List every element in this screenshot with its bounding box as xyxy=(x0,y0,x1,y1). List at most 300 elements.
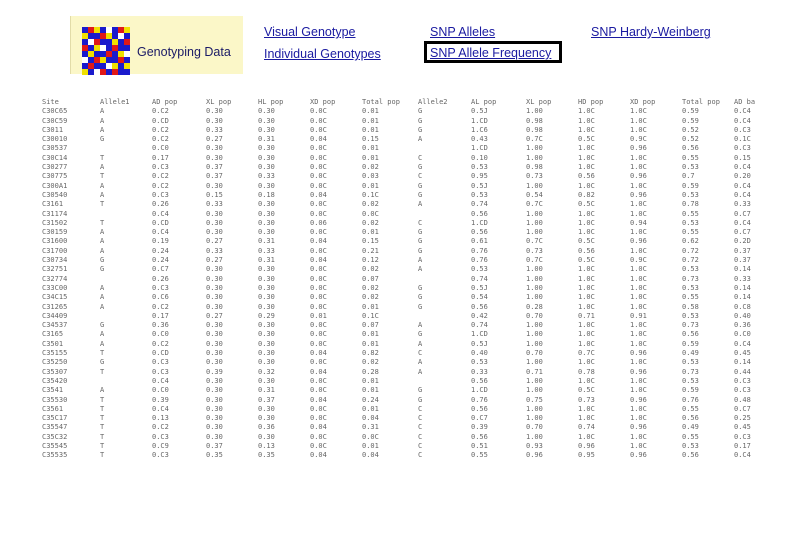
table-row xyxy=(42,414,772,423)
table-cell: 0.59 xyxy=(682,339,699,348)
table-cell: A xyxy=(418,265,423,274)
table-row xyxy=(42,126,772,135)
table-cell: 0.30 xyxy=(258,358,275,367)
table-cell: 0.72 xyxy=(682,246,699,255)
table-cell: 0.02 xyxy=(362,163,379,172)
table-row xyxy=(42,256,772,265)
column-header: HL pop xyxy=(258,98,284,106)
table-cell: 0.30 xyxy=(206,302,223,311)
table-cell: 0.0C xyxy=(310,107,327,116)
site-cell: C3541 xyxy=(42,386,64,395)
table-cell: 0.56 xyxy=(471,404,488,413)
table-cell: T xyxy=(100,414,105,423)
table-row xyxy=(42,144,772,153)
table-cell: C xyxy=(418,414,423,423)
table-cell: 0.96 xyxy=(630,451,647,460)
table-cell: A xyxy=(100,237,105,246)
table-cell: 0.58 xyxy=(682,302,699,311)
table-cell: 0.59 xyxy=(682,181,699,190)
table-cell: C xyxy=(418,432,423,441)
table-cell: 0.02 xyxy=(362,200,379,209)
table-cell: 1.0C xyxy=(630,321,647,330)
table-cell: 0.55 xyxy=(682,293,699,302)
site-cell: C34C15 xyxy=(42,293,68,302)
table-cell: 1.0C xyxy=(578,125,595,134)
table-cell: 0.7C xyxy=(578,349,595,358)
nav-snp-alleles[interactable]: SNP Alleles xyxy=(430,25,496,39)
table-cell: 1.0C xyxy=(578,107,595,116)
table-cell: G xyxy=(418,386,423,395)
table-cell: 0.30 xyxy=(206,423,223,432)
site-cell: C30277 xyxy=(42,163,68,172)
table-row xyxy=(42,247,772,256)
table-cell: 0.30 xyxy=(206,209,223,218)
table-cell: 0.0C xyxy=(310,172,327,181)
table-cell: 0.30 xyxy=(258,107,275,116)
table-cell: 0.0C xyxy=(310,432,327,441)
table-cell: 0.53 xyxy=(682,163,699,172)
table-cell: 0.19 xyxy=(152,237,169,246)
table-cell: 0.C2 xyxy=(152,302,169,311)
table-cell: 0.55 xyxy=(471,451,488,460)
table-cell: C xyxy=(418,172,423,181)
table-cell: 0.52 xyxy=(682,125,699,134)
table-cell: 1.00 xyxy=(526,107,543,116)
table-cell: A xyxy=(100,246,105,255)
table-cell: 0.01 xyxy=(362,116,379,125)
table-row xyxy=(42,172,772,181)
table-cell: 0.55 xyxy=(682,432,699,441)
table-cell: 0.30 xyxy=(206,218,223,227)
table-cell: 0.30 xyxy=(206,358,223,367)
table-cell: 0.30 xyxy=(206,116,223,125)
table-cell: 0.24 xyxy=(362,395,379,404)
table-cell: 0.53 xyxy=(682,218,699,227)
table-cell: 0.14 xyxy=(734,283,751,292)
table-cell: 1.0C xyxy=(630,404,647,413)
table-cell: 0.30 xyxy=(258,404,275,413)
table-cell: 1.CD xyxy=(471,386,488,395)
table-cell: 0.C7 xyxy=(734,209,751,218)
table-row xyxy=(42,237,772,246)
table-cell: 0.C2 xyxy=(152,107,169,116)
table-cell: 0.62 xyxy=(682,237,699,246)
table-cell: 0.53 xyxy=(682,376,699,385)
table-cell: 0.04 xyxy=(310,256,327,265)
table-cell: G xyxy=(418,116,423,125)
table-cell: 0.56 xyxy=(471,432,488,441)
table-cell: A xyxy=(100,302,105,311)
table-cell: 0.30 xyxy=(206,404,223,413)
column-header: XD pop xyxy=(310,98,336,106)
table-cell: 0.C3 xyxy=(734,432,751,441)
table-cell: 1.0C xyxy=(630,116,647,125)
table-cell: 0.96 xyxy=(630,395,647,404)
table-cell: 0.31 xyxy=(258,256,275,265)
table-cell: 1.CD xyxy=(471,144,488,153)
table-cell: T xyxy=(100,200,105,209)
table-cell: 1.0C xyxy=(578,144,595,153)
table-cell: 0.30 xyxy=(258,209,275,218)
table-cell: 0.55 xyxy=(682,209,699,218)
table-cell: 0.C8 xyxy=(734,302,751,311)
table-cell: 0.7C xyxy=(526,237,543,246)
table-cell: 0.5J xyxy=(471,283,488,292)
table-cell: A xyxy=(100,330,105,339)
table-cell: 0.30 xyxy=(258,116,275,125)
table-cell: 0.30 xyxy=(258,218,275,227)
table-cell: 0.C4 xyxy=(734,451,751,460)
table-cell: 0.30 xyxy=(206,376,223,385)
table-cell: 0.C9 xyxy=(152,441,169,450)
table-cell: 0.30 xyxy=(206,274,223,283)
table-cell: 0.01 xyxy=(310,311,327,320)
table-cell: C xyxy=(418,349,423,358)
table-body xyxy=(42,107,772,460)
table-cell: T xyxy=(100,451,105,460)
table-cell: 0.5C xyxy=(578,135,595,144)
table-cell: 0.25 xyxy=(734,414,751,423)
table-cell: 0.56 xyxy=(578,172,595,181)
table-cell: 0.14 xyxy=(734,265,751,274)
table-row xyxy=(42,321,772,330)
table-cell: 1.0C xyxy=(630,330,647,339)
table-cell: 0.33 xyxy=(206,125,223,134)
table-cell: 0.74 xyxy=(471,200,488,209)
table-cell: 1.0C xyxy=(578,293,595,302)
table-cell: 0.0C xyxy=(310,228,327,237)
table-cell: 0.03 xyxy=(362,172,379,181)
table-cell: 0.54 xyxy=(471,293,488,302)
table-cell: 0.76 xyxy=(682,395,699,404)
table-cell: 0.C4 xyxy=(734,218,751,227)
table-cell: G xyxy=(100,135,105,144)
table-row xyxy=(42,200,772,209)
table-cell: 0.04 xyxy=(310,423,327,432)
table-cell: 0.30 xyxy=(258,349,275,358)
table-cell: 0.30 xyxy=(258,163,275,172)
table-cell: 0.C4 xyxy=(734,116,751,125)
table-row xyxy=(42,265,772,274)
table-cell: 0.C3 xyxy=(734,144,751,153)
table-cell: 0.37 xyxy=(206,441,223,450)
table-cell: 1.0C xyxy=(578,228,595,237)
table-cell: G xyxy=(100,256,105,265)
table-cell: 0.C7 xyxy=(152,265,169,274)
table-cell: 0.30 xyxy=(206,283,223,292)
table-cell: 1.00 xyxy=(526,153,543,162)
table-cell: 0.30 xyxy=(206,330,223,339)
table-cell: 1.00 xyxy=(526,274,543,283)
table-cell: 0.02 xyxy=(362,283,379,292)
table-cell: 0.30 xyxy=(258,339,275,348)
table-cell: 0.30 xyxy=(206,107,223,116)
table-cell: 0.30 xyxy=(258,432,275,441)
site-cell: C30010 xyxy=(42,135,68,144)
site-cell: C3011 xyxy=(42,125,64,134)
table-cell: 1.0C xyxy=(630,432,647,441)
column-header: XL pop xyxy=(526,98,552,106)
table-row xyxy=(42,433,772,442)
table-cell: 0.24 xyxy=(152,256,169,265)
table-cell: 0.14 xyxy=(734,293,751,302)
table-cell: 0.C7 xyxy=(734,404,751,413)
site-cell: C30540 xyxy=(42,190,68,199)
table-cell: A xyxy=(100,190,105,199)
table-cell: 1.00 xyxy=(526,404,543,413)
table-cell: 0.C4 xyxy=(152,228,169,237)
table-cell: T xyxy=(100,432,105,441)
site-cell: C32774 xyxy=(42,274,68,283)
nav-snp-allele-frequency[interactable]: SNP Allele Frequency xyxy=(430,46,552,60)
table-cell: 0.0C xyxy=(362,209,379,218)
table-row xyxy=(42,312,772,321)
table-cell: 0.C4 xyxy=(152,404,169,413)
table-cell: 1.0C xyxy=(630,181,647,190)
column-header: Allele2 xyxy=(418,98,448,106)
table-header-row xyxy=(42,98,772,107)
table-cell: 0.30 xyxy=(258,181,275,190)
table-cell: 0.71 xyxy=(578,311,595,320)
table-cell: 0.40 xyxy=(734,311,751,320)
table-cell: G xyxy=(418,181,423,190)
table-cell: 0.44 xyxy=(734,367,751,376)
table-cell: 0.0C xyxy=(310,414,327,423)
site-cell: C35420 xyxy=(42,376,68,385)
table-cell: 0.C0 xyxy=(152,144,169,153)
site-cell: C3501 xyxy=(42,339,64,348)
table-cell: A xyxy=(418,321,423,330)
table-cell: 0.96 xyxy=(630,237,647,246)
table-cell: 0.59 xyxy=(682,116,699,125)
table-cell: 0.39 xyxy=(471,423,488,432)
table-cell: 1.0C xyxy=(578,274,595,283)
table-row xyxy=(42,451,772,460)
table-cell: T xyxy=(100,218,105,227)
table-cell: 1.00 xyxy=(526,181,543,190)
table-cell: 1.0C xyxy=(630,265,647,274)
table-cell: 0.30 xyxy=(206,395,223,404)
table-cell: 0.55 xyxy=(682,228,699,237)
table-cell: 1.0C xyxy=(630,153,647,162)
table-cell: 0.49 xyxy=(682,349,699,358)
site-cell: C30775 xyxy=(42,172,68,181)
table-cell: 0.7 xyxy=(682,172,695,181)
table-cell: 0.C4 xyxy=(734,339,751,348)
site-cell: C35C17 xyxy=(42,414,68,423)
column-header: XL pop xyxy=(206,98,232,106)
table-cell: 0.0C xyxy=(310,404,327,413)
table-cell: 0.27 xyxy=(206,135,223,144)
table-cell: 0.01 xyxy=(362,153,379,162)
table-cell: A xyxy=(100,181,105,190)
table-row xyxy=(42,396,772,405)
table-cell: 0.73 xyxy=(682,274,699,283)
table-cell: 0.17 xyxy=(152,311,169,320)
table-cell: 1.0C xyxy=(578,414,595,423)
table-cell: 1.0C xyxy=(578,209,595,218)
table-cell: 1.CD xyxy=(471,218,488,227)
table-cell: 1.0C xyxy=(630,386,647,395)
table-cell: 0.53 xyxy=(471,190,488,199)
site-cell: C30537 xyxy=(42,144,68,153)
site-cell: C35155 xyxy=(42,349,68,358)
table-cell: 0.04 xyxy=(310,367,327,376)
site-cell: C35547 xyxy=(42,423,68,432)
table-cell: 1.00 xyxy=(526,414,543,423)
table-cell: 1.0C xyxy=(630,376,647,385)
column-header: Allele1 xyxy=(100,98,130,106)
table-cell: 0.26 xyxy=(152,274,169,283)
table-cell: 0.96 xyxy=(526,451,543,460)
table-cell xyxy=(418,144,471,153)
table-cell: 0.14 xyxy=(734,358,751,367)
column-header: HD pop xyxy=(578,98,604,106)
table-cell: 0.96 xyxy=(630,367,647,376)
table-cell: 0.96 xyxy=(630,349,647,358)
table-row xyxy=(42,330,772,339)
table-cell: 0.94 xyxy=(630,218,647,227)
table-cell: 0.30 xyxy=(258,153,275,162)
table-cell: 0.CD xyxy=(152,116,169,125)
table-cell xyxy=(100,312,152,321)
table-row xyxy=(42,182,772,191)
table-cell: 1.0C xyxy=(578,218,595,227)
table-cell: 0.04 xyxy=(362,414,379,423)
table-cell: 0.0C xyxy=(310,293,327,302)
table-cell: 0.72 xyxy=(682,256,699,265)
table-row xyxy=(42,377,772,386)
table-cell: 0.59 xyxy=(682,107,699,116)
nav-snp-hardy-weinberg[interactable]: SNP Hardy-Weinberg xyxy=(591,25,711,39)
table-cell: 0.73 xyxy=(526,172,543,181)
table-cell: 1.0C xyxy=(630,283,647,292)
table-cell: 1.0C xyxy=(578,404,595,413)
table-cell: 0.C0 xyxy=(152,386,169,395)
table-cell: 1.00 xyxy=(526,209,543,218)
table-cell: 0.53 xyxy=(682,265,699,274)
table-cell: G xyxy=(418,283,423,292)
table-cell: 0.0C xyxy=(310,330,327,339)
table-cell: C xyxy=(418,441,423,450)
table-cell: 0.28 xyxy=(526,302,543,311)
table-cell: 0.30 xyxy=(258,144,275,153)
table-cell xyxy=(418,275,471,284)
table-cell: 1.00 xyxy=(526,265,543,274)
table-cell: 0.28 xyxy=(362,367,379,376)
table-cell: A xyxy=(100,163,105,172)
table-cell: 1.0C xyxy=(578,376,595,385)
table-cell: 0.04 xyxy=(310,237,327,246)
table-cell: G xyxy=(100,321,105,330)
table-cell: 0.5J xyxy=(471,107,488,116)
table-row xyxy=(42,275,772,284)
table-cell: 0.04 xyxy=(310,451,327,460)
site-cell: C30C14 xyxy=(42,153,68,162)
site-cell: C300A1 xyxy=(42,181,68,190)
table-cell: 0.C3 xyxy=(152,451,169,460)
table-cell: 0.78 xyxy=(578,367,595,376)
table-cell: 0.0C xyxy=(310,386,327,395)
table-cell: 1.0C xyxy=(630,293,647,302)
table-cell: 0.C2 xyxy=(152,181,169,190)
table-cell: 0.54 xyxy=(526,190,543,199)
table-cell: 0.98 xyxy=(526,163,543,172)
table-cell: 0.55 xyxy=(682,153,699,162)
table-cell xyxy=(100,144,152,153)
table-cell: 0.56 xyxy=(682,330,699,339)
column-header: Total pop xyxy=(682,98,720,106)
table-cell: 0.30 xyxy=(206,321,223,330)
table-cell: 0.C7 xyxy=(734,228,751,237)
logo-cell xyxy=(124,69,130,75)
table-cell: 1.0C xyxy=(630,358,647,367)
table-cell: 0.C2 xyxy=(152,135,169,144)
table-cell: 0.73 xyxy=(526,246,543,255)
table-cell: 0.C3 xyxy=(152,190,169,199)
nav-visual-genotype[interactable]: Visual Genotype xyxy=(264,25,356,39)
table-cell: 0.96 xyxy=(630,172,647,181)
table-cell: 0.15 xyxy=(362,237,379,246)
table-cell: 0.18 xyxy=(258,190,275,199)
table-cell: 1.0C xyxy=(578,358,595,367)
table-row xyxy=(42,107,772,116)
table-cell: 0.82 xyxy=(362,349,379,358)
table-row xyxy=(42,405,772,414)
table-row xyxy=(42,442,772,451)
table-cell: 0.04 xyxy=(310,190,327,199)
table-cell: 0.30 xyxy=(258,376,275,385)
genotype-logo-icon xyxy=(82,27,130,75)
nav-individual-genotypes[interactable]: Individual Genotypes xyxy=(264,47,381,61)
table-cell: 0.C0 xyxy=(152,330,169,339)
table-cell: 0.31 xyxy=(258,135,275,144)
table-cell: 0.CD xyxy=(152,349,169,358)
table-cell: 0.33 xyxy=(206,200,223,209)
allele-frequency-table-wrap xyxy=(42,98,772,461)
table-cell: 0.53 xyxy=(471,163,488,172)
table-cell: 0.30 xyxy=(258,125,275,134)
table-cell: 0.45 xyxy=(734,423,751,432)
table-cell: G xyxy=(418,228,423,237)
table-cell: 0.96 xyxy=(630,190,647,199)
table-cell: 0.53 xyxy=(682,358,699,367)
table-cell: 1.0C xyxy=(630,302,647,311)
table-cell: 0.5J xyxy=(471,181,488,190)
table-cell: 0.36 xyxy=(152,321,169,330)
table-row xyxy=(42,303,772,312)
table-cell: 0.52 xyxy=(682,135,699,144)
table-row xyxy=(42,293,772,302)
table-cell: 1.0C xyxy=(630,200,647,209)
table-cell: 0.51 xyxy=(471,441,488,450)
table-cell: 0.5C xyxy=(578,256,595,265)
table-cell: 0.55 xyxy=(682,404,699,413)
table-cell: 0.01 xyxy=(362,302,379,311)
table-cell: C xyxy=(418,218,423,227)
table-cell: 0.33 xyxy=(258,246,275,255)
table-cell: 1.CD xyxy=(471,330,488,339)
table-cell: 0.C3 xyxy=(734,376,751,385)
table-cell: 0.30 xyxy=(206,339,223,348)
site-cell: C31174 xyxy=(42,209,68,218)
table-cell: 0.30 xyxy=(206,265,223,274)
table-cell: C xyxy=(418,153,423,162)
table-cell: 0.96 xyxy=(630,144,647,153)
table-cell: 0.30 xyxy=(206,144,223,153)
table-cell: 0.59 xyxy=(682,386,699,395)
table-cell: 0.0C xyxy=(310,144,327,153)
